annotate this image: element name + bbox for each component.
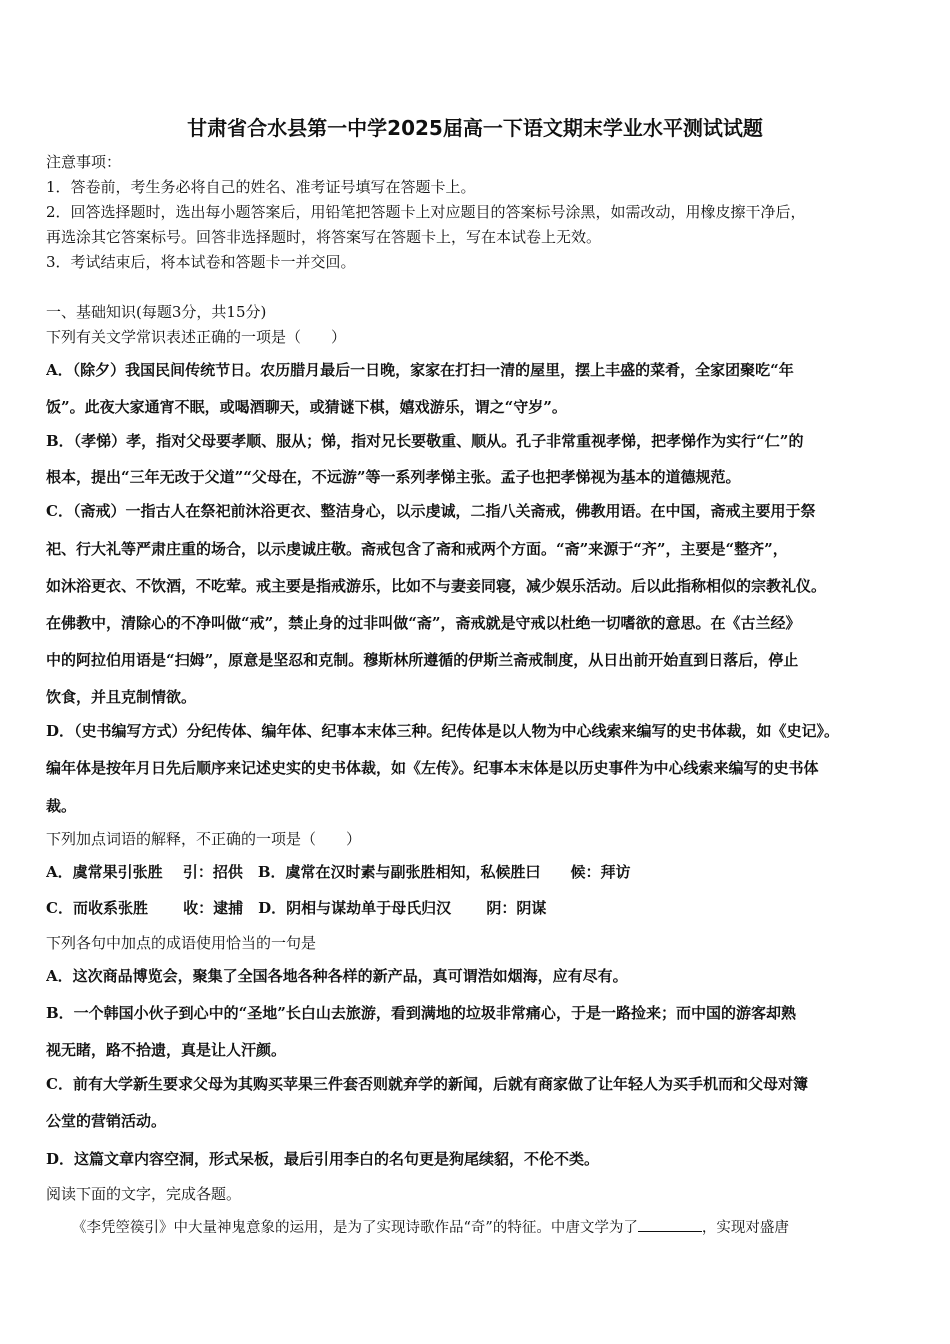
notice-item: 3．考试结束后，将本试卷和答题卡一并交回。 xyxy=(46,253,356,271)
question-1-line: B．（孝悌）孝，指对父母要孝顺、服从；悌，指对兄长要敬重、顺从。孔子非常重视孝悌，把孝悌作为实行“仁”的 xyxy=(46,432,804,450)
question-1-stem: 下列有关文学常识表述正确的一项是（ ） xyxy=(46,328,347,346)
question-3-line: B．一个韩国小伙子到心中的“圣地”长白山去旅游，看到满地的垃圾非常痛心，于是一路捡来；而中国的游客却熟 xyxy=(46,1004,796,1022)
reading-paragraph xyxy=(72,1217,908,1238)
page-title: 甘肃省合水县第一中学2025届高一下语文期末学业水平测试试题 xyxy=(187,116,763,140)
section-heading: 一、基础知识(每题3分，共15分) xyxy=(46,303,267,321)
question-1-line: D．（史书编写方式）分纪传体、编年体、纪事本末体三种。纪传体是以人物为中心线索来编写的史书体裁，如《史记》。 xyxy=(46,722,840,740)
reading-paragraph-start: 《李凭箜篌引》中大量神鬼意象的运用，是为了实现诗歌作品“奇”的特征。中唐文学为了 xyxy=(72,1220,638,1236)
notice-item: 1．答卷前，考生务必将自己的姓名、准考证号填写在答题卡上。 xyxy=(46,178,476,196)
question-1-line: 如沐浴更衣、不饮酒，不吃荤。戒主要是指戒游乐，比如不与妻妾同寝，减少娱乐活动。后以此指称相似的宗教礼仪。 xyxy=(46,577,827,595)
question-3-line: A．这次商品博览会，聚集了全国各地各种各样的新产品，真可谓浩如烟海，应有尽有。 xyxy=(46,967,628,985)
question-1-line: C．（斋戒）一指古人在祭祀前沐浴更衣、整洁身心，以示虔诚，二指八关斋戒，佛教用语。在中国，斋戒主要用于祭 xyxy=(46,502,816,520)
question-1-line: 饭”。此夜大家通宵不眠，或喝酒聊天，或猜谜下棋，嬉戏游乐，谓之“守岁”。 xyxy=(46,398,567,416)
question-3-stem: 下列各句中加点的成语使用恰当的一句是 xyxy=(46,934,317,952)
question-1-line: A．（除夕）我国民间传统节日。农历腊月最后一日晚，家家在打扫一清的屋里，摆上丰盛的菜肴，全家团聚吃“年 xyxy=(46,361,794,379)
reading-paragraph-end: ，实现对盛唐 xyxy=(701,1220,789,1236)
question-1-line: 饮食，并且克制情欲。 xyxy=(46,688,197,706)
question-1-line: 祀、行大礼等严肃庄重的场合，以示虔诚庄敬。斋戒包含了斋和戒两个方面。“斋”来源于“齐”，主要是“整齐”， xyxy=(46,540,788,558)
reading-intro: 阅读下面的文字，完成各题。 xyxy=(46,1185,242,1203)
question-3-line: 视无睹，路不拾遗，真是让人汗颜。 xyxy=(46,1041,287,1059)
question-2-line: A．虞常果引张胜 引：招供 B．虞常在汉时素与副张胜相知，私候胜曰 候：拜访 xyxy=(46,863,631,881)
question-3-line: C．前有大学新生要求父母为其购买苹果三件套否则就弃学的新闻，后就有商家做了让年轻人为买手机而和父母对簿 xyxy=(46,1075,808,1093)
question-2-stem: 下列加点词语的解释，不正确的一项是（ ） xyxy=(46,830,362,848)
question-1-line: 中的阿拉伯用语是“扫姆”，原意是坚忍和克制。穆斯林所遵循的伊斯兰斋戒制度，从日出前开始直到日落后，停止 xyxy=(46,651,799,669)
question-3-line: 公堂的营销活动。 xyxy=(46,1112,167,1130)
fill-in-blank[interactable] xyxy=(638,1217,702,1232)
question-1-line: 在佛教中，清除心的不净叫做“戒”，禁止身的过非叫做“斋”，斋戒就是守戒以杜绝一切嗜欲的意思。在《古兰经》 xyxy=(46,614,801,632)
question-1-line: 根本，提出“三年无改于父道”“父母在，不远游”等一系列孝悌主张。孟子也把孝悌视为基本的道德规范。 xyxy=(46,468,741,486)
notice-item: 2．回答选择题时，选出每小题答案后，用铅笔把答题卡上对应题目的答案标号涂黑，如需改动，用橡皮擦干净后， xyxy=(46,203,806,221)
question-1-line: 编年体是按年月日先后顺序来记述史实的史书体裁，如《左传》。纪事本末体是以历史事件为中心线索来编写的史书体 xyxy=(46,759,819,777)
question-3-line: D．这篇文章内容空洞，形式呆板，最后引用李白的名句更是狗尾续貂，不伦不类。 xyxy=(46,1150,600,1168)
notice-heading: 注意事项： xyxy=(46,153,122,171)
notice-item: 再选涂其它答案标号。回答非选择题时，将答案写在答题卡上，写在本试卷上无效。 xyxy=(46,228,602,246)
question-2-line: C．而收系张胜 收：逮捕 D．阴相与谋劫单于母氏归汉 阴：阴谋 xyxy=(46,899,547,917)
question-1-line: 裁。 xyxy=(46,797,77,815)
